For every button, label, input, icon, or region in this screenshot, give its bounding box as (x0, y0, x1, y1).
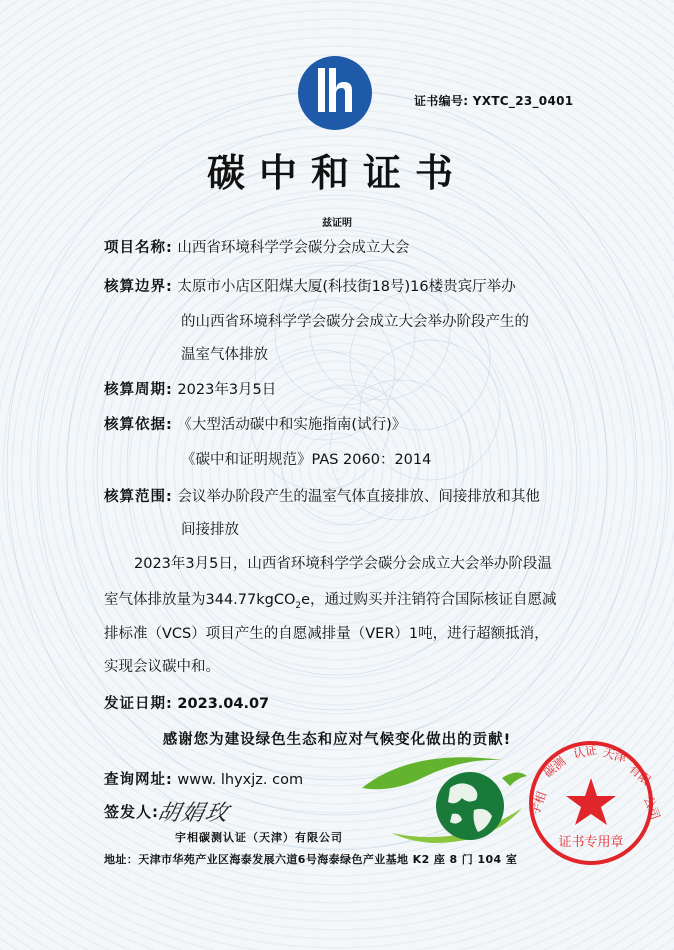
website-label: 查询网址: (104, 772, 173, 788)
body-line-2-post: e，通过购买并注销符合国际核证自愿减 (301, 592, 557, 608)
seal-bottom-text: 证书专用章 (558, 835, 624, 850)
period-row (104, 380, 276, 400)
issue-date-row (104, 694, 269, 714)
website-value[interactable]: www. lhyxjz. com (177, 772, 304, 788)
scope-line-1: 会议举办阶段产生的温室气体直接排放、间接排放和其他 (177, 489, 540, 505)
project-name-label: 项目名称: (104, 240, 173, 256)
basis-label: 核算依据: (104, 417, 173, 433)
period-value: 2023年3月5日 (177, 382, 277, 398)
basis-line-1: 《大型活动碳中和实施指南(试行)》 (177, 417, 407, 433)
scope-line-2: 间接排放 (181, 522, 239, 538)
scope-row (104, 487, 540, 507)
svg-text:有限: 有限 (626, 761, 654, 788)
company-name: 宇相碳测认证（天津）有限公司 (175, 831, 343, 844)
project-name-row (104, 238, 409, 258)
project-name-value: 山西省环境科学学会碳分会成立大会 (177, 240, 410, 256)
website-row (104, 770, 303, 790)
basis-row (104, 415, 406, 435)
period-label: 核算周期: (104, 382, 173, 398)
company-logo (296, 54, 374, 132)
boundary-line-2: 的山西省环境科学学会碳分会成立大会举办阶段产生的 (181, 314, 529, 330)
company-address: 地址：天津市华苑产业区海泰发展六道6号海泰绿色产业基地 K2 座 8 门 104 室 (104, 853, 518, 866)
body-line-2 (104, 590, 557, 616)
certificate-subtitle: 兹证明 (322, 218, 352, 229)
certificate-title: 碳中和证书 (206, 151, 467, 195)
scope-label: 核算范围: (104, 489, 173, 505)
svg-text:公司: 公司 (641, 794, 663, 822)
svg-text:碳测: 碳测 (540, 754, 569, 781)
svg-text:天津: 天津 (601, 745, 629, 766)
basis-line-2: 《碳中和证明规范》PAS 2060：2014 (181, 452, 432, 468)
company-seal (516, 736, 666, 870)
issuer-label: 签发人: (104, 803, 159, 821)
issuer-row (104, 802, 159, 823)
boundary-line-3: 温室气体排放 (181, 347, 268, 363)
globe-leaf-icon (352, 748, 542, 848)
body-line-1: 2023年3月5日，山西省环境科学学会碳分会成立大会举办阶段温 (134, 556, 552, 572)
body-line-2-sub: 2 (295, 600, 302, 611)
issue-date-value: 2023.04.07 (177, 696, 270, 712)
boundary-label: 核算边界: (104, 279, 173, 295)
body-line-2-pre: 室气体排放量为344.77kgCO (104, 592, 296, 608)
signature: 胡娟玫 (154, 801, 233, 826)
boundary-line-1: 太原市小店区阳煤大厦(科技街18号)16楼贵宾厅举办 (177, 279, 516, 295)
body-line-3: 排标准（VCS）项目产生的自愿减排量（VER）1吨，进行超额抵消， (104, 626, 549, 642)
svg-text:宇相: 宇相 (527, 789, 550, 818)
issue-date-label: 发证日期: (104, 696, 173, 712)
body-line-4: 实现会议碳中和。 (104, 659, 220, 675)
boundary-row (104, 277, 516, 297)
svg-text:认证: 认证 (572, 742, 599, 761)
thanks-text: 感谢您为建设绿色生态和应对气候变化做出的贡献! (162, 732, 512, 748)
certificate-number: 证书编号: YXTC_23_0401 (414, 94, 574, 108)
